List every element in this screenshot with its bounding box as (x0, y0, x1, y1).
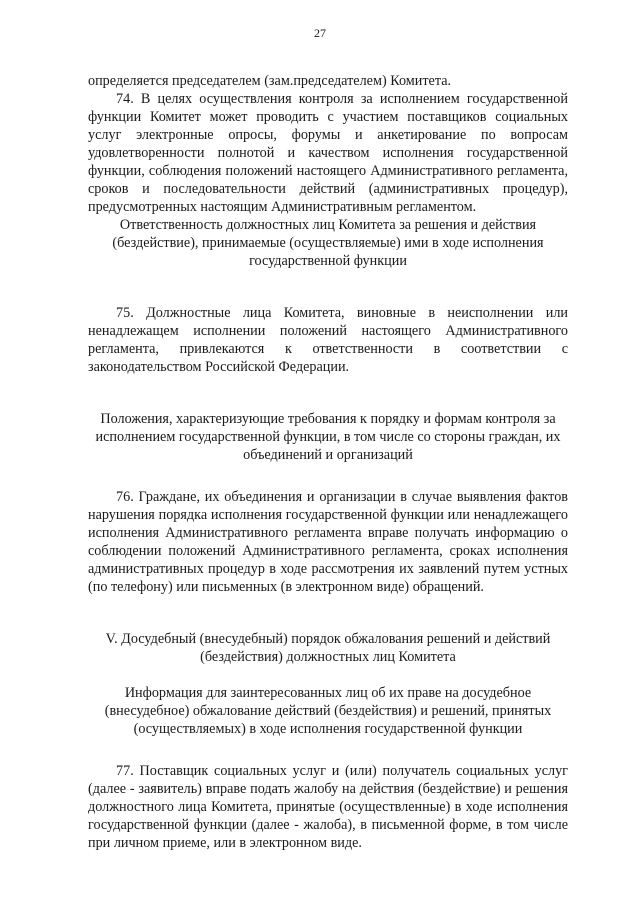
paragraph-77: 77. Поставщик социальных услуг и (или) получатель социальных услуг (далее - заявитель) вправе подать жалобу на действия (бездействие) и решения должностного лица Комитета, принятые (осуществленные) в ходе исполнения государственной функции (далее - жалоба), в письменной форме, в том числе при личном приеме, или в электронном виде. (88, 763, 568, 851)
heading-section-5: V. Досудебный (внесудебный) порядок обжалования решений и действий (бездействия) должностных лиц Комитета (105, 631, 551, 665)
heading-responsibility: Ответственность должностных лиц Комитета за решения и действия (бездействие), принимаемые (осуществляемые) ими в ходе исполнения государственной функции (112, 217, 544, 269)
heading-control: Положения, характеризующие требования к порядку и формам контроля за исполнением государственной функции, в том числе со стороны граждан, их объединений и организаций (95, 411, 561, 463)
paragraph-intro: определяется председателем (зам.председателем) Комитета. (88, 73, 452, 89)
heading-information: Информация для заинтересованных лиц об их праве на досудебное (внесудебное) обжалование действий (бездействия) и решений, принятых (осуществляемых) в ходе исполнения государственной функции (104, 685, 552, 737)
paragraph-76: 76. Граждане, их объединения и организации в случае выявления фактов нарушения порядка исполнения государственной функции или ненадлежащего исполнения Административного регламента вправе получать информацию о соблюдении положений Административного регламента, сроках исполнения административных процедур в ходе рассмотрения их заявлений путем устных (по телефону) или письменных (в электронном виде) обращений. (88, 489, 568, 595)
paragraph-75: 75. Должностные лица Комитета, виновные в неисполнении или ненадлежащем исполнении положений настоящего Административного регламента, привлекаются к ответственности в соответствии с законодательством Российской Федерации. (88, 305, 568, 375)
paragraph-74: 74. В целях осуществления контроля за исполнением государственной функции Комитет может проводить с участием поставщиков социальных услуг электронные опросы, форумы и анкетирование по вопросам удовлетворенности полнотой и качеством исполнения государственной функции, соблюдения положений настоящего Административного регламента, сроков и последовательности действий (административных процедур), предусмотренных настоящим Административным регламентом. (88, 91, 568, 215)
document-body (88, 72, 568, 852)
page-number: 27 (314, 26, 326, 40)
